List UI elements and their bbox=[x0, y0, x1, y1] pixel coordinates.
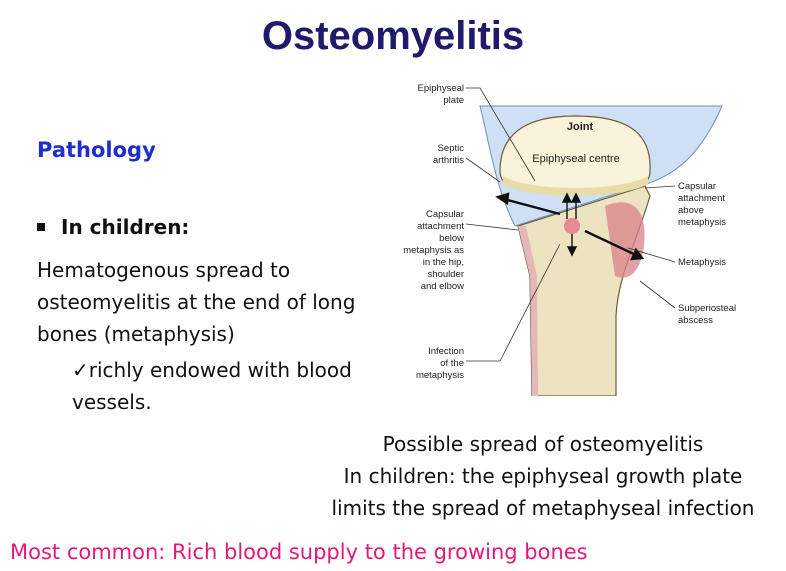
infection-label-1: Infection bbox=[428, 346, 464, 357]
capsular-above-label-3: above bbox=[678, 205, 704, 216]
square-bullet-icon bbox=[37, 223, 45, 231]
subperiosteal-label-2: abscess bbox=[678, 315, 713, 326]
capsular-above-label-1: Capsular bbox=[678, 181, 717, 192]
capsular-above-label-4: metaphysis bbox=[678, 217, 727, 228]
section-heading: Pathology bbox=[37, 138, 156, 162]
body-text: Hematogenous spread to osteomyelitis at the end of long bones (metaphysis) bbox=[37, 258, 356, 346]
metaphysis-label: Metaphysis bbox=[678, 257, 727, 268]
bone-diagram bbox=[400, 76, 740, 396]
infection-label-2: of the bbox=[440, 358, 464, 369]
capsular-below-label-2: attachment bbox=[417, 221, 464, 232]
septic-arthritis-label-2: arthritis bbox=[432, 155, 464, 166]
capsular-below-label-3: below bbox=[439, 233, 464, 244]
caption-line-2: In children: the epiphyseal growth plate bbox=[343, 464, 743, 488]
subperiosteal-label-1: Subperiosteal bbox=[678, 303, 737, 314]
infection-focus bbox=[564, 218, 580, 234]
septic-arthritis-label-1: Septic bbox=[437, 143, 464, 154]
capsular-above-label-2: attachment bbox=[678, 193, 725, 204]
capsular-below-label-1: Capsular bbox=[425, 209, 464, 220]
infection-label-3: metaphysis bbox=[415, 370, 464, 381]
slide-title: Osteomyelitis bbox=[261, 14, 525, 58]
bullet-heading bbox=[37, 215, 189, 239]
bullet-text: In children: bbox=[61, 215, 190, 239]
diagram-caption bbox=[300, 428, 786, 524]
epiphyseal-plate-label-1: Epiphyseal bbox=[417, 83, 464, 94]
caption-line-3: limits the spread of metaphyseal infection bbox=[331, 496, 755, 520]
epiphyseal-centre-label: Epiphyseal centre bbox=[532, 153, 620, 165]
footer-note: Most common: Rich blood supply to the growing bones bbox=[10, 540, 588, 564]
capsular-below-label-6: shoulder bbox=[427, 269, 464, 280]
sub-point: ✓richly endowed with blood vessels. bbox=[72, 358, 352, 414]
capsular-below-label-4: metaphysis as bbox=[403, 245, 464, 256]
joint-label: Joint bbox=[566, 121, 594, 133]
epiphyseal-plate-label-2: plate bbox=[443, 95, 464, 106]
caption-line-1: Possible spread of osteomyelitis bbox=[382, 432, 704, 456]
capsular-below-label-5: in the hip, bbox=[422, 257, 464, 268]
capsular-below-label-7: and elbow bbox=[420, 281, 464, 292]
